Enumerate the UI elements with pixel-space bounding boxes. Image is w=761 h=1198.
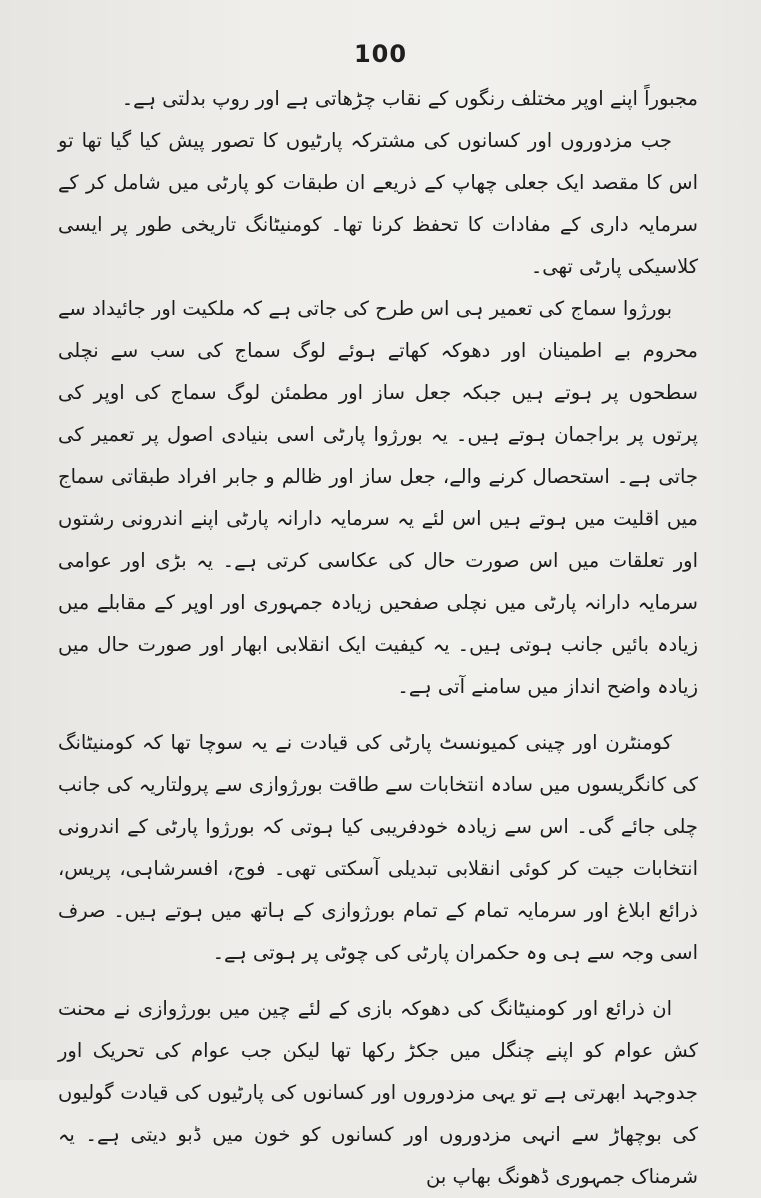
paragraph-2: جب مزدوروں اور کسانوں کی مشترکہ پارٹیوں کا تصور پیش کیا گیا تھا تو اس کا مقصد ایک جعلی چھاپ کے ذریعے ان طبقات کو پارٹی میں شامل کر کے سرمایہ داری کے مفادات کا تحفظ کرنا تھا۔ کومنیٹانگ تاریخی طور پر ایسی کلاسیکی پارٹی تھی۔ xyxy=(58,129,698,278)
paragraph-3: بورژوا سماج کی تعمیر ہی اس طرح کی جاتی ہے کہ ملکیت اور جائیداد سے محروم بے اطمینان اور دھوکہ کھاتے ہوئے لوگ سماج کی سب سے نچلی سطحوں پر ہوتے ہیں جبکہ جعل ساز اور مطمئن لوگ سماج کی اوپر کی پرتوں پر براجمان ہوتے ہیں۔ یہ بورژوا پارٹی اسی بنیادی اصول پر تعمیر کی جاتی ہے۔ استحصال کرنے والے، جعل ساز اور ظالم و جابر افراد طبقاتی سماج میں اقلیت میں ہوتے ہیں اس لئے یہ سرمایہ دارانہ پارٹی اپنے اندرونی رشتوں اور تعلقات میں اس صورت حال کی عکاسی کرتی ہے۔ یہ بڑی اور عوامی سرمایہ دارانہ پارٹی میں نچلی صفحیں زیادہ جمہوری اور اوپر کے مقابلے میں زیادہ بائیں جانب ہوتی ہیں۔ یہ کیفیت ایک انقلابی ابھار اور صورت حال میں زیادہ واضح انداز میں سامنے آتی ہے۔ xyxy=(58,297,698,698)
paragraph-1: مجبوراً اپنے اوپر مختلف رنگوں کے نقاب چڑھاتی ہے اور روپ بدلتی ہے۔ xyxy=(121,87,698,110)
paragraph-4: کومنٹرن اور چینی کمیونسٹ پارٹی کی قیادت نے یہ سوچا تھا کہ کومنیٹانگ کی کانگریسوں میں سادہ انتخابات سے طاقت بورژوازی سے پرولتاریہ کی جانب چلی جائے گی۔ اس سے زیادہ خودفریبی کیا ہوتی کہ بورژوا پارٹی کے اندرونی انتخابات جیت کر کوئی انقلابی تبدیلی آسکتی تھی۔ فوج، افسرشاہی، پریس، ذرائع ابلاغ اور سرمایہ تمام کے تمام بورژوازی کے ہاتھ میں ہوتے ہیں۔ صرف اسی وجہ سے ہی وہ حکمران پارٹی کی چوٹی پر ہوتی ہے۔ xyxy=(58,731,698,964)
body-text xyxy=(58,78,698,1198)
page-number: 100 xyxy=(353,40,408,68)
paragraph-5: ان ذرائع اور کومنیٹانگ کی دھوکہ بازی کے لئے چین میں بورژوازی نے محنت کش عوام کو اپنے چنگل میں جکڑ رکھا تھا لیکن جب عوام کی تحریک اور جدوجہد ابھرتی ہے تو یہی مزدوروں اور کسانوں کی پارٹیوں کی قیادت گولیوں کی بوچھاڑ سے انہی مزدوروں اور کسانوں کو خون میں ڈبو دیتی ہے۔ یہ شرمناک جمہوری ڈھونگ بھاپ بن xyxy=(58,997,698,1188)
